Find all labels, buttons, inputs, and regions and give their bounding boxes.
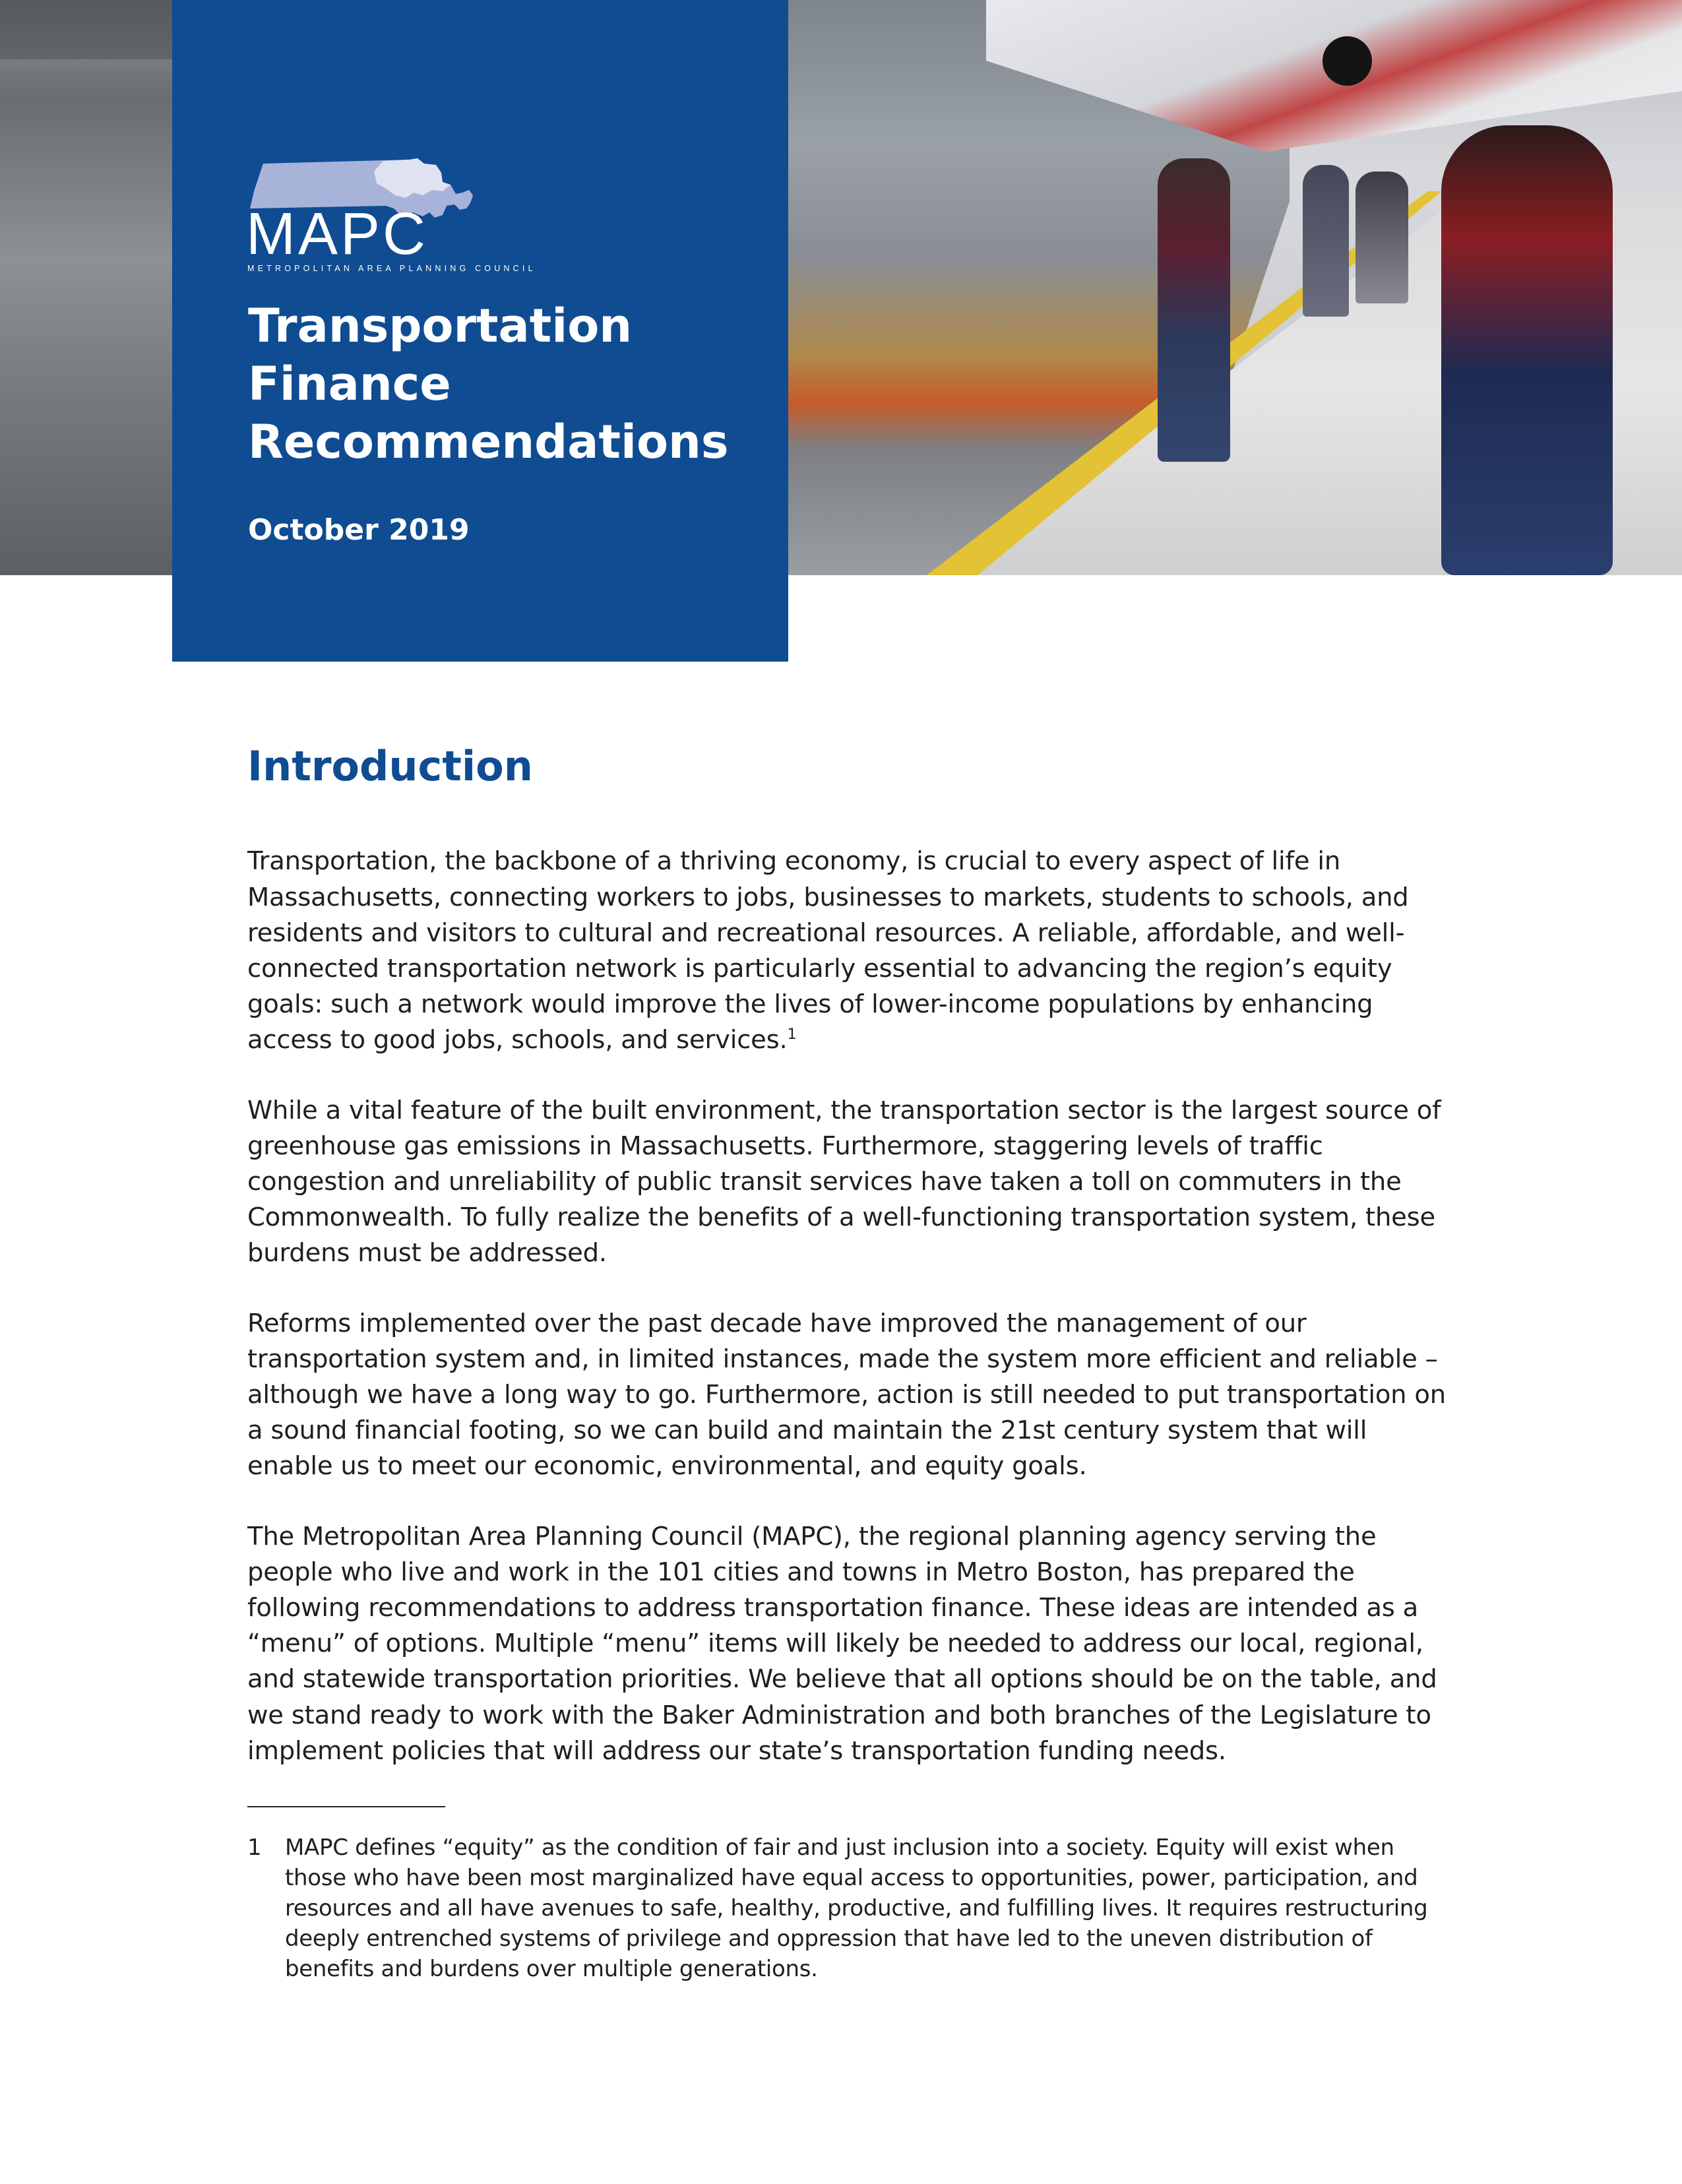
publication-date: October 2019 [248, 513, 470, 547]
title-box [172, 0, 788, 662]
footnote-number: 1 [247, 1834, 262, 1861]
footnote-reference[interactable]: 1 [787, 1026, 797, 1044]
commuter-figure [1355, 172, 1408, 303]
mapc-logo [245, 152, 536, 277]
title-line: Recommendations [248, 415, 729, 469]
intro-paragraph: The Metropolitan Area Planning Council (MAPC), the regional planning agency serving the people who live and work in the 101 cities and towns in Metro Boston, has prepared the following recommendations to address transportation finance. These ideas are intended as a “menu” of options. Multiple “menu” items will likely be needed to address our local, regional, and statewide transportation priorities. We believe that all options should be on the table, and we stand ready to work with the Baker Administration and both branches of the Legislature to implement policies that will address our state’s transportation funding needs. [247, 1521, 1437, 1766]
logo-subtitle: METROPOLITAN AREA PLANNING COUNCIL [247, 264, 536, 273]
footnote-divider [247, 1806, 445, 1807]
intro-paragraph: Reforms implemented over the past decade have improved the management of our transportation system and, in limited instances, made the system more efficient and reliable – although we have a long way to go. Furthermore, action is still needed to put transportation on a sound financial footing, so we can build and maintain the 21st century system that will enable us to meet our economic, environmental, and equity goals. [247, 1308, 1446, 1482]
section-heading: Introduction [247, 742, 533, 790]
commuter-figure [1158, 158, 1230, 462]
ceiling-lamp [1323, 36, 1372, 86]
commuter-figure [1303, 165, 1349, 317]
document-title [248, 297, 776, 471]
commuter-figure [1441, 125, 1613, 575]
footnote [247, 1832, 1448, 1984]
title-line: Transportation [248, 299, 633, 353]
title-line: Finance [248, 357, 451, 411]
intro-paragraph: While a vital feature of the built environment, the transportation sector is the largest source of greenhouse gas emissions in Massachusetts. Furthermore, staggering levels of traffic congestion and unreliability of public transit services have taken a toll on commuters in the Commonwealth. To fully realize the benefits of a well-functioning transportation system, these burdens must be addressed. [247, 1095, 1441, 1268]
paragraph-text: Transportation, the backbone of a thriving economy, is crucial to every aspect of life in Massachusetts, connecting workers to jobs, businesses to markets, students to schools, and residents and visitors to cultural and recreational resources. A reliable, affordable, and well-connected transportation network is particularly essential to advancing the region’s equity goals: such a network would improve the lives of lower-income populations by enhancing access to good jobs, schools, and services. [247, 846, 1409, 1055]
footnote-text: MAPC defines “equity” as the condition of fair and just inclusion into a society. Equity will exist when those who have been most marginalized have equal access to opportunities, power, participation, and resources and all have avenues to safe, healthy, productive, and fulfilling lives. It requires restructuring deeply entrenched systems of privilege and oppression that have led to the uneven distribution of benefits and burdens over multiple generations. [285, 1834, 1428, 1983]
logo-wordmark: MAPC [246, 201, 429, 267]
main-content [247, 742, 1448, 1984]
subway-platform-photo [788, 0, 1682, 575]
intro-paragraph [247, 844, 1448, 1058]
hero-photo-left-strip [0, 0, 178, 575]
